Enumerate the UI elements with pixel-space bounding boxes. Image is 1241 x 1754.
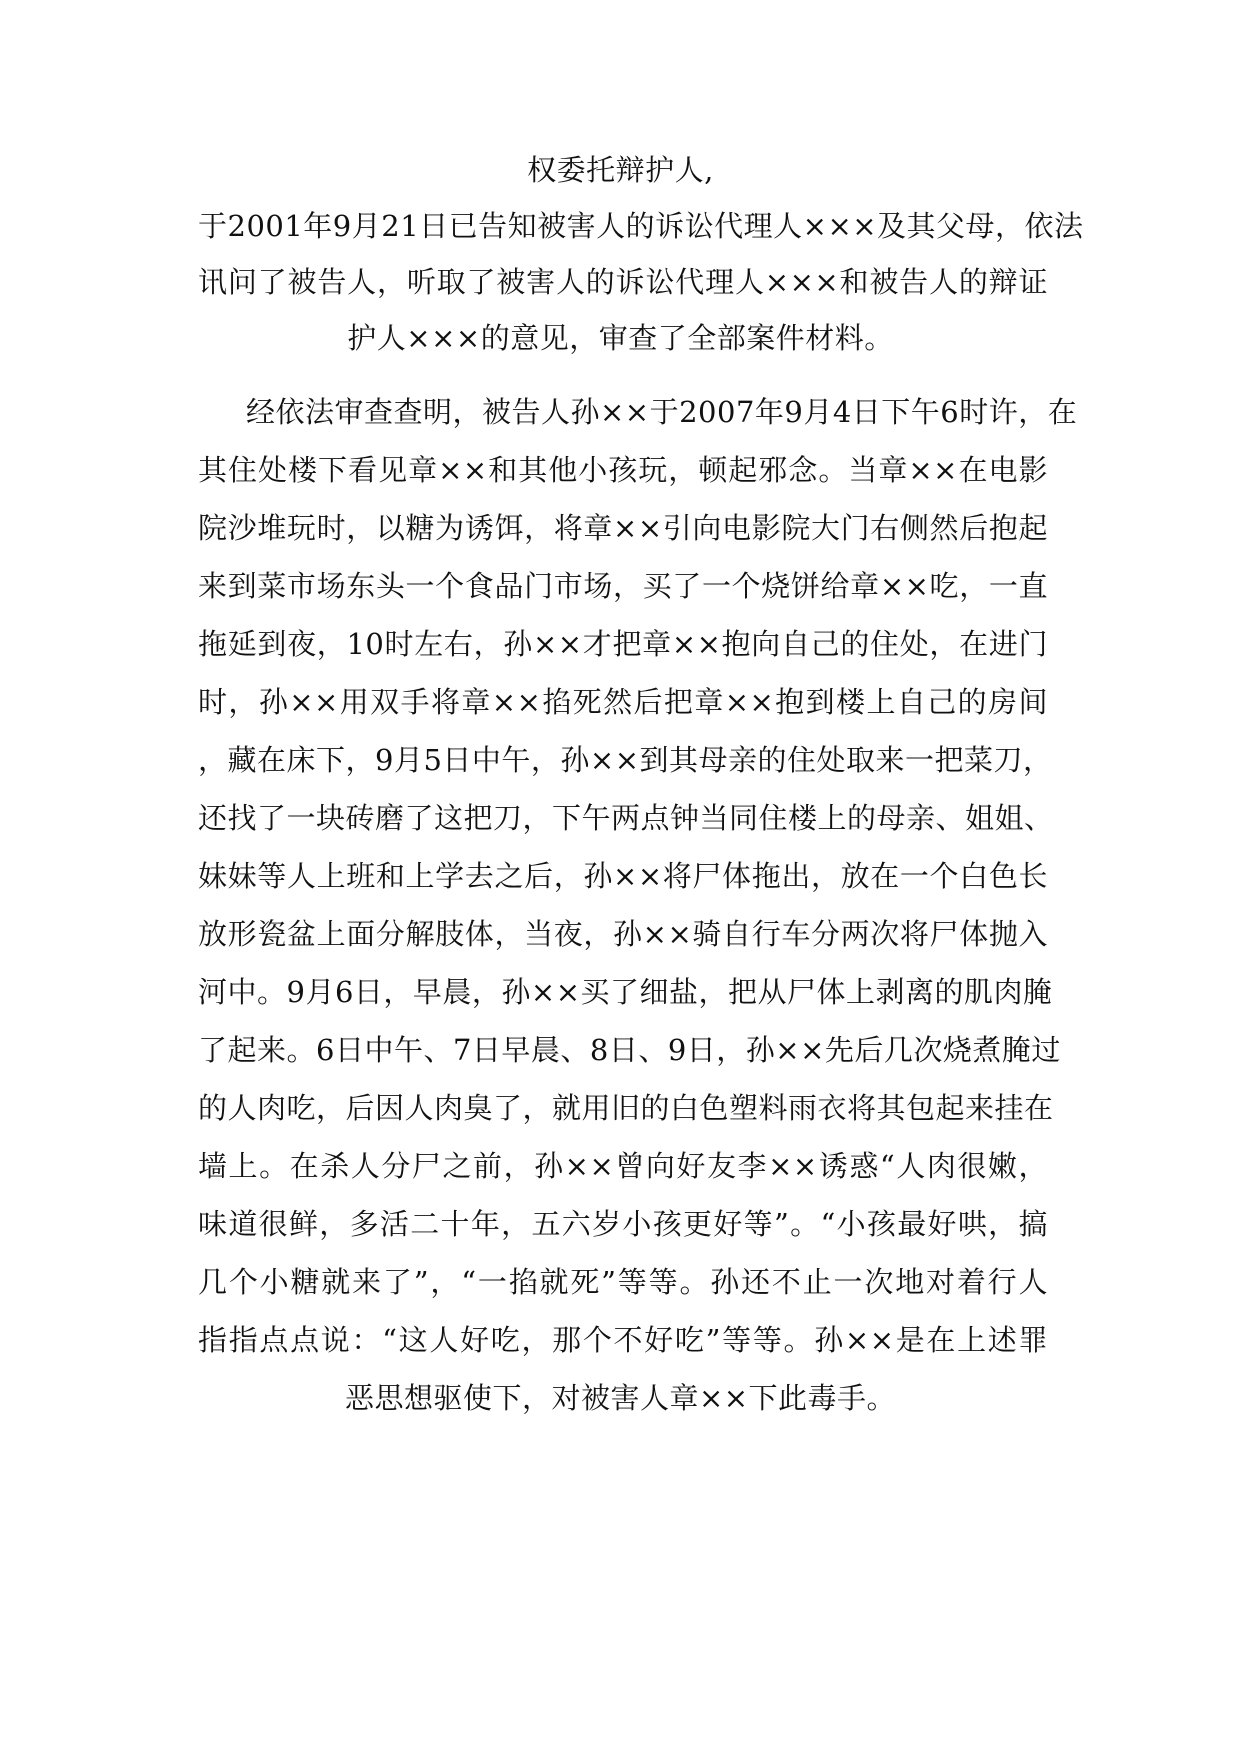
body-line: 河中。9月6日，早晨，孙××买了细盐，把从尸体上剥离的肌肉腌 [198,975,1053,1009]
body-line: 放形瓷盆上面分解肢体，当夜，孙××骑自行车分两次将尸体抛入 [198,917,1048,951]
heading-line: 护人×××的意见，审查了全部案件材料。 [347,321,894,355]
body-line: 还找了一块砖磨了这把刀，下午两点钟当同住楼上的母亲、姐姐、 [198,801,1054,835]
body-line: 指指点点说：“这人好吃，那个不好吃”等等。孙××是在上述罪 [198,1323,1048,1357]
body-line: 几个小糖就来了”，“一掐就死”等等。孙还不止一次地对着行人 [198,1265,1048,1299]
body-line: 院沙堆玩时，以糖为诱饵，将章××引向电影院大门右侧然后抱起 [198,511,1048,545]
body-line: 墙上。在杀人分尸之前，孙××曾向好友李××诱惑“人肉很嫩， [198,1149,1048,1183]
body-line: 拖延到夜，10时左右，孙××才把章××抱向自己的住处，在进门 [198,627,1048,661]
heading-line: 于2001年9月21日已告知被害人的诉讼代理人×××及其父母，依法 [198,209,1084,243]
heading-line: 讯问了被告人，听取了被害人的诉讼代理人×××和被告人的辩证 [198,265,1048,299]
heading-line: 权委托辩护人, [527,153,714,187]
body-line: ，藏在床下，9月5日中午，孙××到其母亲的住处取来一把菜刀， [198,743,1053,777]
body-line: 味道很鲜，多活二十年，五六岁小孩更好等”。“小孩最好哄，搞 [198,1207,1048,1241]
body-line: 恶思想驱使下，对被害人章××下此毒手。 [344,1381,897,1415]
body-line: 来到菜市场东头一个食品门市场，买了一个烧饼给章××吃，一直 [198,569,1048,603]
body-line: 时，孙××用双手将章××掐死然后把章××抱到楼上自己的房间 [198,685,1048,719]
body-line: 经依法审查查明，被告人孙××于2007年9月4日下午6时许，在 [246,395,1078,429]
body-line: 其住处楼下看见章××和其他小孩玩，顿起邪念。当章××在电影 [198,453,1048,487]
body-line: 的人肉吃，后因人肉臭了，就用旧的白色塑料雨衣将其包起来挂在 [198,1091,1054,1125]
body-line: 妹妹等人上班和上学去之后，孙××将尸体拖出，放在一个白色长 [198,859,1048,893]
body-line: 了起来。6日中午、7日早晨、8日、9日，孙××先后几次烧煮腌过 [198,1033,1061,1067]
